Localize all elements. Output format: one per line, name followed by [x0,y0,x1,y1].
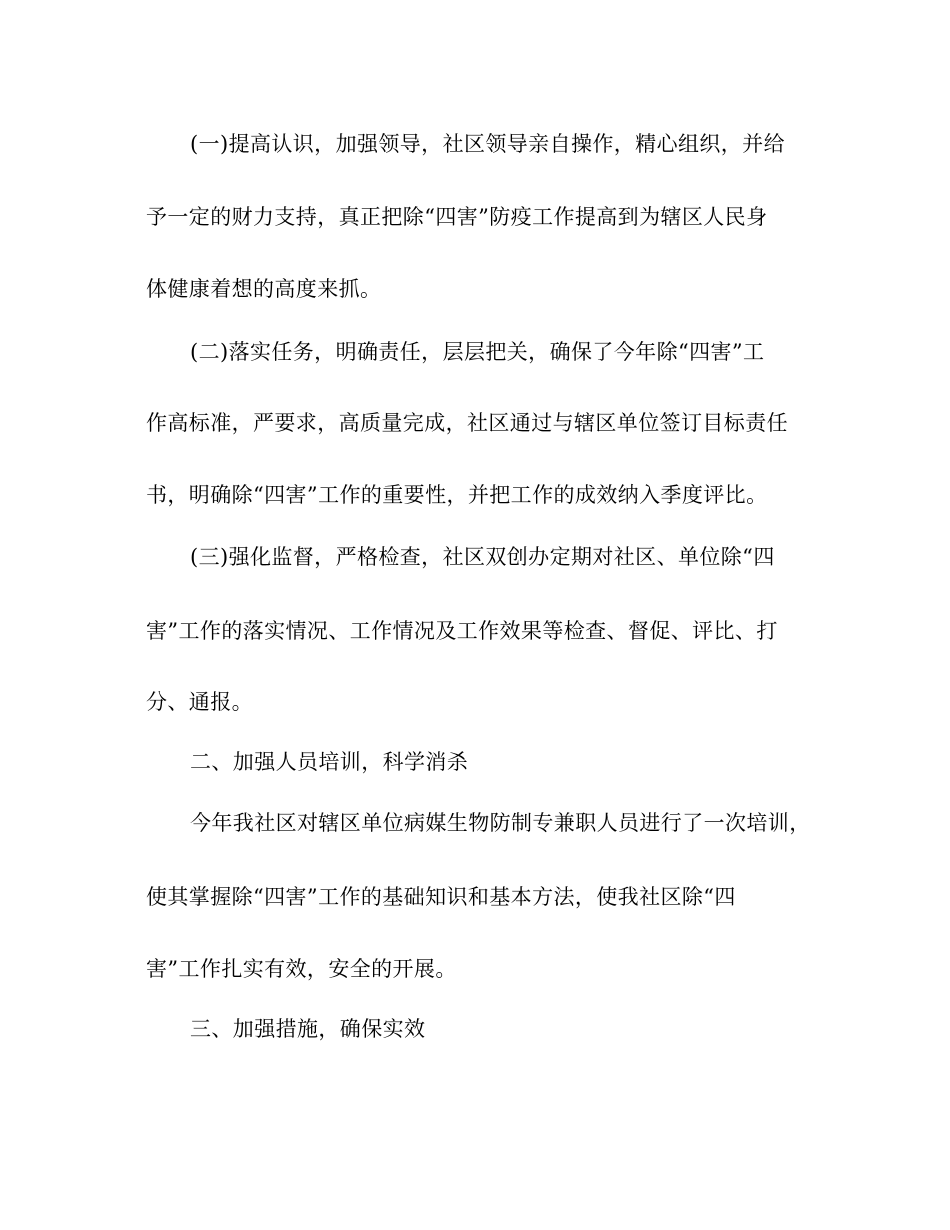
paragraph-1-line-1: (一)提高认识，加强领导，社区领导亲自操作，精心组织，并给 [190,132,785,156]
paragraph-4-line-2: 使其掌握除“四害”工作的基础知识和基本方法，使我社区除“四 [146,885,736,909]
paragraph-4-line-3: 害”工作扎实有效，安全的开展。 [146,957,457,981]
paragraph-3-line-3: 分、通报。 [146,690,253,714]
paragraph-2-line-1: (二)落实任务，明确责任，层层把关，确保了今年除“四害”工 [190,340,765,364]
paragraph-3-line-2: 害”工作的落实情况、工作情况及工作效果等检查、督促、评比、打 [146,619,778,643]
section-heading-2: 二、加强人员培训，科学消杀 [190,750,469,774]
section-heading-3: 三、加强措施，确保实效 [190,1017,426,1041]
paragraph-3-line-1: (三)强化监督，严格检查，社区双创办定期对社区、单位除“四 [190,545,775,569]
paragraph-2-line-3: 书，明确除“四害”工作的重要性，并把工作的成效纳入季度评比。 [146,483,768,507]
paragraph-4-line-1: 今年我社区对辖区单位病媒生物防制专兼职人员进行了一次培训， [190,811,811,835]
paragraph-1-line-3: 体健康着想的高度来抓。 [146,277,382,301]
paragraph-1-line-2: 予一定的财力支持，真正把除“四害”防疫工作提高到为辖区人民身 [146,205,768,229]
paragraph-2-line-2: 作高标准，严要求，高质量完成，社区通过与辖区单位签订目标责任 [146,411,788,435]
